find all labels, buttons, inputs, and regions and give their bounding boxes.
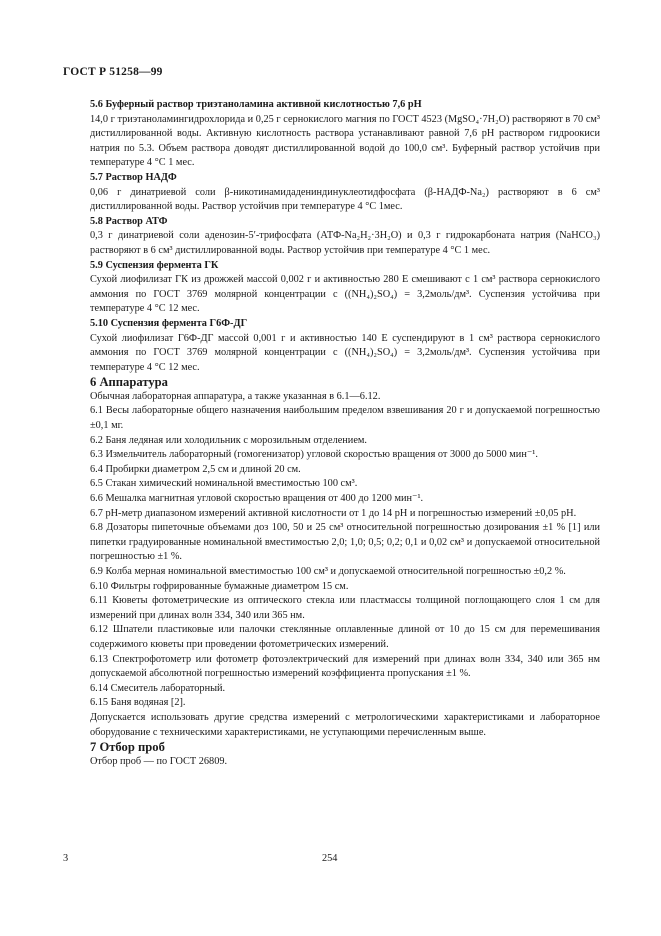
page-number-left: 3	[63, 853, 69, 864]
section-title-7: 7 Отбор проб	[90, 740, 165, 755]
paragraph-5-10: Сухой лиофилизат Г6Ф-ДГ массой 0,001 г и активностью 140 Е суспендируют в 1 см³ раствора сернокислого аммония по ГОСТ 3769 молярной концентрации c ((NH₄)₂SO₄) = 3,2моль/дм³. Суспензия устойчива при температуре 4 °С 12 мес.	[90, 332, 600, 373]
paragraph-6-5: 6.5 Стакан химический номинальной вместимостью 100 см³.	[90, 478, 358, 490]
subsection-title-5-10: 5.10 Суспензия фермента Г6Ф-ДГ	[90, 317, 248, 329]
document-id: ГОСТ Р 51258—99	[63, 66, 163, 78]
paragraph-6-10: 6.10 Фильтры гофрированные бумажные диаметром 15 см.	[90, 580, 349, 592]
subsection-title-5-9: 5.9 Суспензия фермента ГК	[90, 259, 219, 271]
paragraph-6-1: 6.1 Весы лабораторные общего назначения наибольшим пределом взвешивания 20 г и допускаемой погрешностью ±0,1 мг.	[90, 405, 600, 432]
section-title-6: 6 Аппаратура	[90, 375, 168, 390]
paragraph-6-7: 6.7 рН-метр диапазоном измерений активной кислотности от 1 до 14 рН и погрешностью измерений ±0,05 рН.	[90, 507, 577, 519]
paragraph-6-intro: Обычная лабораторная аппаратура, а также указанная в 6.1—6.12.	[90, 390, 381, 402]
paragraph-7: Отбор проб — по ГОСТ 26809.	[90, 755, 228, 767]
paragraph-5-9: Сухой лиофилизат ГК из дрожжей массой 0,002 г и активностью 280 Е смешивают с 1 см³ раствора сернокислого аммония по ГОСТ 3769 молярной концентрации c ((NH₄)₂SO₄) = 3,2моль/дм³. Суспензия устойчива при температуре 4 °С 12 мес.	[90, 274, 600, 315]
document-body	[90, 98, 600, 769]
subsection-title-5-7: 5.7 Раствор НАДФ	[90, 171, 177, 183]
paragraph-6-13: 6.13 Спектрофотометр или фотометр фотоэлектрический для измерений при длинах волн 334, 340 или 365 нм допускаемой абсолютной погрешностью измерений коэффициента пропускания ±1 %.	[90, 653, 600, 680]
paragraph-6-note: Допускается использовать другие средства измерений с метрологическими характеристиками и лабораторное оборудование с техническими характеристиками, не уступающими перечисленным выше.	[90, 711, 600, 738]
subsection-title-5-6: 5.6 Буферный раствор триэтаноламина активной кислотностью 7,6 рН	[90, 99, 422, 110]
paragraph-6-2: 6.2 Баня ледяная или холодильник с морозильным отделением.	[90, 434, 367, 446]
page-number-center: 254	[322, 853, 338, 864]
paragraph-6-11: 6.11 Кюветы фотометрические из оптического стекла или пластмассы толщиной поглощающего слоя 1 см для измерений при длинах волн 334, 340 или 365 нм.	[90, 595, 600, 621]
paragraph-6-8: 6.8 Дозаторы пипеточные объемами доз 100, 50 и 25 см³ относительной погрешностью дозирования ±1 % [1] или пипетки градуированные номинальной вместимостью 2,0; 1,0; 0,5; 0,2; 0,1 и 0,02 см³ и допускаемой относительной погрешностью ±1 %.	[90, 522, 600, 563]
paragraph-5-7: 0,06 г динатриевой соли β-никотинамидадениндинуклеотидфосфата (β-НАДФ-Na₂) растворяют в 6 см³ дистиллированной воды. Раствор устойчив при температуре 4 °С 1мес.	[90, 186, 600, 213]
paragraph-5-6: 14,0 г триэтаноламингидрохлорида и 0,25 г сернокислого магния по ГОСТ 4523 (MgSO₄·7H₂O) растворяют в 70 см³ дистиллированной воды. Активную кислотность раствора устанавливают равной 7,6 рН раствором гидроокиси натрия по 5.3. Объем раствора доводят дистиллированной водой до 100,0 см³. Буферный раствор устойчив при температуре 4 °С 1 мес.	[90, 113, 600, 169]
paragraph-6-15: 6.15 Баня водяная [2].	[90, 697, 186, 709]
paragraph-6-4: 6.4 Пробирки диаметром 2,5 см и длиной 20 см.	[90, 463, 301, 475]
paragraph-6-6: 6.6 Мешалка магнитная угловой скоростью вращения от 400 до 1200 мин⁻¹.	[90, 493, 424, 505]
paragraph-5-8: 0,3 г динатриевой соли аденозин-5′-трифосфата (АТФ-Na₂H₂·3H₂O) и 0,3 г гидрокарбоната натрия (NaHCO₃) растворяют в 6 см³ дистиллированной воды. Раствор устойчив при температуре 4 °С 1 мес.	[90, 230, 600, 256]
paragraph-6-3: 6.3 Измельчитель лабораторный (гомогенизатор) угловой скоростью вращения от 3000 до 5000 мин⁻¹.	[90, 449, 538, 461]
paragraph-6-9: 6.9 Колба мерная номинальной вместимостью 100 см³ и допускаемой относительной погрешностью ±0,2 %.	[90, 566, 566, 577]
paragraph-6-14: 6.14 Смеситель лабораторный.	[90, 682, 226, 694]
subsection-title-5-8: 5.8 Раствор АТФ	[90, 215, 168, 227]
paragraph-6-12: 6.12 Шпатели пластиковые или палочки стеклянные оплавленные длиной от 10 до 15 см для перемешивания содержимого кюветы при проведении фотометрических измерений.	[90, 624, 600, 650]
